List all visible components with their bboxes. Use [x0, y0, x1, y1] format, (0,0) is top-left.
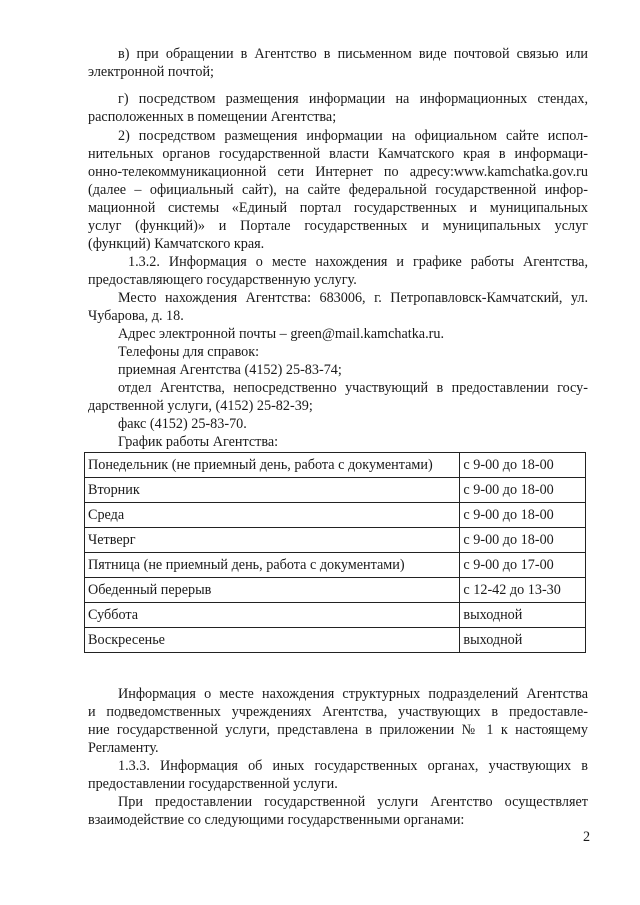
email-line: Адрес электронной почты – green@mail.kamchatka.ru.: [118, 326, 445, 342]
text-line: 2) посредством размещения информации на официальном сайте испол-: [118, 128, 588, 144]
table-cell-time: с 9-00 до 18-00: [460, 503, 586, 528]
table-cell-time: с 9-00 до 18-00: [460, 478, 586, 503]
text-line: (функций) Камчатского края.: [88, 236, 265, 252]
table-row: [85, 603, 586, 628]
text-line: электронной почтой;: [88, 64, 214, 80]
table-cell-time: с 9-00 до 18-00: [460, 453, 586, 478]
table-cell-day: Среда: [85, 503, 460, 528]
table-cell-time: выходной: [460, 628, 586, 653]
text-line: График работы Агентства:: [118, 434, 279, 450]
text-line: г) посредством размещения информации на информационных стендах,: [118, 91, 588, 107]
text-line: мационной системы «Единый портал государственных и муниципальных: [88, 200, 588, 216]
table-row: [85, 578, 586, 603]
table-cell-day: Вторник: [85, 478, 460, 503]
address-line: Место нахождения Агентства: 683006, г. Петропавловск-Камчатский, ул.: [118, 290, 588, 306]
page-number: 2: [583, 829, 591, 845]
table-cell-day: Четверг: [85, 528, 460, 553]
phone-line: дарственной услуги, (4152) 25-82-39;: [88, 398, 313, 414]
text-line: При предоставлении государственной услуги Агентство осуществляет: [118, 794, 588, 810]
table-row: [85, 478, 586, 503]
text-line: взаимодействие со следующими государственными органами:: [88, 812, 465, 828]
table-row: [85, 528, 586, 553]
table-cell-time: выходной: [460, 603, 586, 628]
table-cell-time: с 9-00 до 18-00: [460, 528, 586, 553]
text-line: предоставлении государственной услуги.: [88, 776, 338, 792]
table-cell-day: Суббота: [85, 603, 460, 628]
text-line: онно-телекоммуникационной сети Интернет по адресу:www.kamchatka.gov.ru: [88, 164, 588, 180]
table-cell-day: Воскресенье: [85, 628, 460, 653]
text-line: расположенных в помещении Агентства;: [88, 109, 337, 125]
text-line: и подведомственных учреждениях Агентства, участвующих в предоставле-: [88, 704, 588, 720]
table-cell-day: Понедельник (не приемный день, работа с документами): [85, 453, 460, 478]
table-cell-day: Обеденный перерыв: [85, 578, 460, 603]
text-line: (далее – официальный сайт), на сайте федеральной государственной инфор-: [88, 182, 588, 198]
phone-line: приемная Агентства (4152) 25-83-74;: [118, 362, 342, 378]
table-row: [85, 628, 586, 653]
section-heading: 1.3.2. Информация о месте нахождения и графике работы Агентства,: [128, 254, 588, 270]
phone-line: отдел Агентства, непосредственно участвующий в предоставлении госу-: [118, 380, 588, 396]
text-line: в) при обращении в Агентство в письменном виде почтовой связью или: [118, 46, 588, 62]
text-line: Телефоны для справок:: [118, 344, 260, 360]
table-row: [85, 503, 586, 528]
text-line: нительных органов государственной власти Камчатского края в информаци-: [88, 146, 588, 162]
table-cell-time: с 9-00 до 17-00: [460, 553, 586, 578]
schedule-table: [84, 452, 586, 653]
table-row: [85, 553, 586, 578]
text-line: Информация о месте нахождения структурных подразделений Агентства: [118, 686, 588, 702]
text-line: ние государственной услуги, представлена в приложении № 1 к настоящему: [88, 722, 588, 738]
text-line: Регламенту.: [88, 740, 159, 756]
table-row: [85, 453, 586, 478]
fax-line: факс (4152) 25-83-70.: [118, 416, 247, 432]
table-cell-day: Пятница (не приемный день, работа с документами): [85, 553, 460, 578]
section-heading: 1.3.3. Информация об иных государственных органах, участвующих в: [118, 758, 588, 774]
table-cell-time: с 12-42 до 13-30: [460, 578, 586, 603]
text-line: услуг (функций)» и Портале государственных и муниципальных услуг: [88, 218, 588, 234]
text-line: предоставляющего государственную услугу.: [88, 272, 357, 288]
address-line: Чубарова, д. 18.: [88, 308, 184, 324]
